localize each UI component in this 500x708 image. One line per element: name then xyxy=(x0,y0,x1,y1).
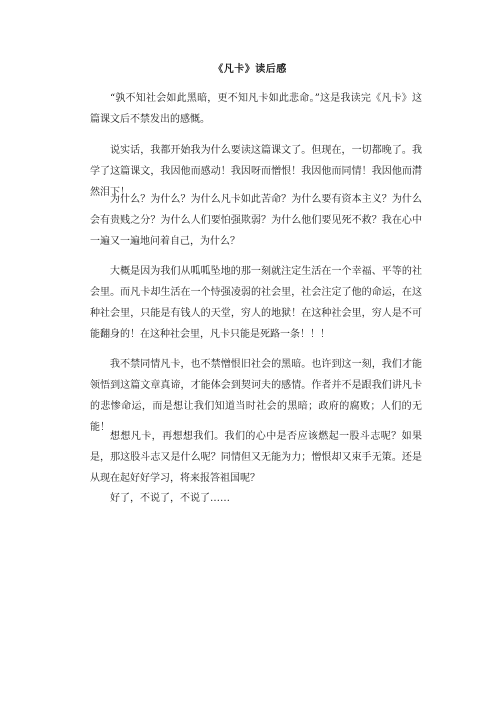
paragraph-7: 好了，不说了，不说了…… xyxy=(110,493,230,504)
document-title: 《凡卡》读后感 xyxy=(213,64,287,75)
paragraph-3: 为什么？为什么？为什么凡卡如此苦命？为什么要有资本主义？为什么会有贵贱之分？为什么人们要怕强欺弱？为什么他们要见死不救？我在心中一遍又一遍地问着自己，为什么？ xyxy=(90,194,422,247)
paragraph-2: 说实话，我都开始我为什么要读这篇课文了。但现在，一切都晚了。我学了这篇课文，我因他而感动！我因呀而憎恨！我因他而同情！我因他而潸然泪下！ xyxy=(90,145,422,198)
paragraph-1: “孰不知社会如此黑暗，更不知凡卡如此悲命。”这是我读完《凡卡》这篇课文后不禁发出的感慨。 xyxy=(90,93,422,125)
paragraph-6: 想想凡卡，再想想我们。我们的心中是否应该燃起一股斗志呢？如果是，那这股斗志又是什么呢？同情但又无能为力；憎恨却又束手无策。还是从现在起好好学习，将来报答祖国呢？ xyxy=(90,431,422,484)
paragraph-4: 大概是因为我们从呱呱坠地的那一刻就注定生活在一个幸福、平等的社会里。而凡卡却生活在一个恃强凌弱的社会里，社会注定了他的命运，在这种社会里，只能是有钱人的天堂，穷人的地狱！在这种社会里，穷人是不可能翻身的！在这种社会里，凡卡只能是死路一条！！！ xyxy=(90,266,422,340)
paragraph-5: 我不禁同情凡卡，也不禁憎恨旧社会的黑暗。也许到这一刻，我们才能领悟到这篇文章真谛，才能体会到契诃夫的感情。作者并不是跟我们讲凡卡的悲惨命运，而是想让我们知道当时社会的黑暗；政府的腐败；人们的无能！ xyxy=(90,359,422,433)
